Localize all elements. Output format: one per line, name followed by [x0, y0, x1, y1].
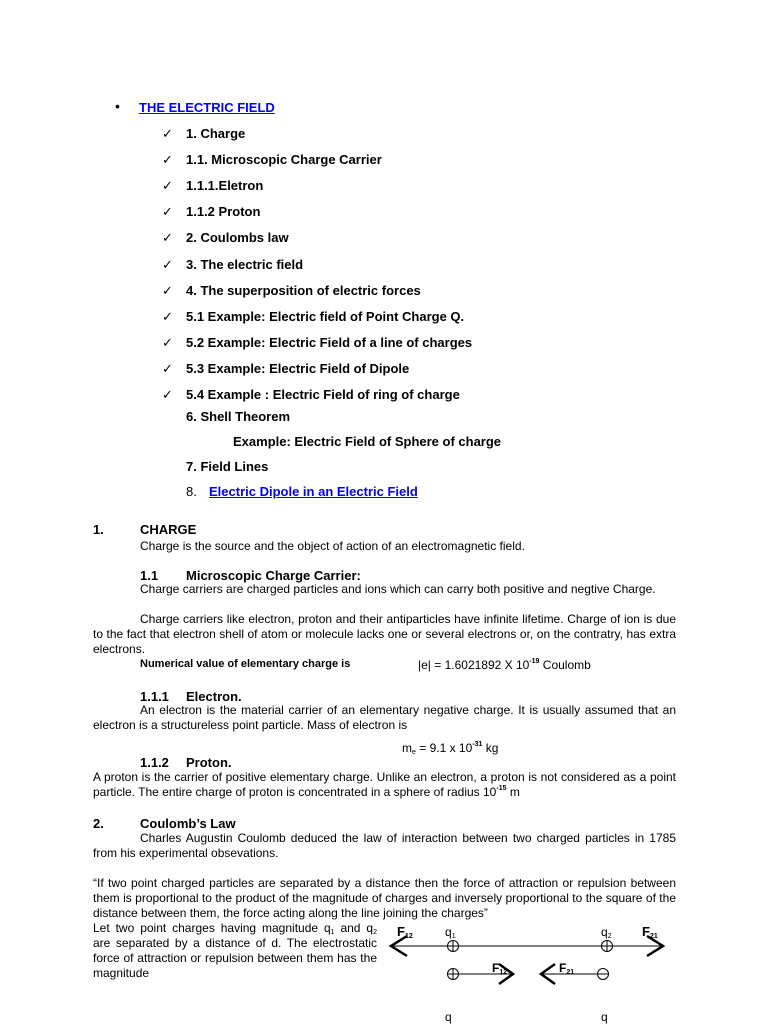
toc-item: 5.4 Example : Electric Field of ring of charge: [186, 387, 460, 402]
electron-mass-formula: $m_e = 9.1$ x $10^{-31}$ kg: [402, 741, 499, 756]
subsection-title-proton: Proton.: [186, 755, 232, 770]
toc-item: 1.1.1.Eletron: [186, 178, 264, 193]
toc-item: 5.3 Example: Electric Field of Dipole: [186, 361, 410, 376]
coulomb-law-quote: “If two point charged particles are separated by a distance then the force of attraction or repulsion between them is proportional to the product of the magnitude of charges and inversely proportional to the square of the distance between them, the force acting along the line joining the charges”: [93, 876, 676, 920]
section-number: 1.: [93, 522, 104, 537]
checkmark-icon: ✓: [162, 335, 173, 350]
label-f12-bottom: $F_{12}$: [492, 961, 508, 976]
section-title-coulomb: Coulomb’s Law: [140, 816, 236, 831]
checkmark-icon: ✓: [162, 152, 173, 167]
toc-item8-link[interactable]: Electric Dipole in an Electric Field: [209, 484, 418, 499]
checkmark-icon: ✓: [162, 230, 173, 245]
subsection-number: 1.1.1: [140, 689, 169, 704]
label-q-bottom-right: q: [601, 1010, 608, 1024]
paragraph-coulomb-history: Charles Augustin Coulomb deduced the law of interaction between two charged particles in 1785 from his experimental obsevations.: [93, 831, 676, 860]
paragraph-charge-carriers: Charge carriers are charged particles and ions which can carry both positive and negtive Charge.: [140, 582, 656, 596]
section-title-charge: CHARGE: [140, 522, 197, 537]
subsection-title-microscopic: Microscopic Charge Carrier:: [186, 568, 361, 583]
coulomb-force-diagram: [385, 924, 685, 1024]
numerical-value-label: Numerical value of elementary charge is: [140, 658, 351, 670]
checkmark-icon: ✓: [162, 387, 173, 402]
paragraph-two-charges: Let two point charges having magnitude $q_1$ and $q_2$ are separated by a distance of d. The electrostatic force of attraction or repulsion between them has the magnitude: [93, 921, 377, 980]
paragraph-electron: An electron is the material carrier of an elementary negative charge. It is usually assumed that an electron is a structureless point particle. Mass of electron is: [93, 703, 676, 732]
checkmark-icon: ✓: [162, 126, 173, 141]
subsection-number: 1.1.2: [140, 755, 169, 770]
toc-item: 5.1 Example: Electric field of Point Charge Q.: [186, 309, 465, 324]
toc-item: 2. Coulombs law: [186, 230, 289, 245]
checkmark-icon: ✓: [162, 257, 173, 272]
toc-item: 4. The superposition of electric forces: [186, 283, 421, 298]
toc-item: 1. Charge: [186, 126, 246, 141]
bullet-icon: •: [115, 98, 120, 114]
checkmark-icon: ✓: [162, 361, 173, 376]
elementary-charge-value: |e| = 1.6021892 X $10^{-19}$ Coulomb: [418, 658, 591, 672]
section-number: 2.: [93, 816, 104, 831]
toc-item8-number: 8.: [186, 484, 197, 499]
checkmark-icon: ✓: [162, 204, 173, 219]
label-q2: $q_2$: [601, 925, 612, 940]
checkmark-icon: ✓: [162, 309, 173, 324]
paragraph-proton: A proton is the carrier of positive elementary charge. Unlike an electron, a proton is not considered as a point particle. The entire charge of proton is concentrated in a sphere of radius $10^{-15}$ m: [93, 770, 676, 799]
toc-sphere-example: Example: Electric Field of Sphere of charge: [233, 434, 502, 449]
label-f21-bottom: $F_{21}$: [559, 961, 575, 976]
charge-definition: Charge is the source and the object of action of an electromagnetic field.: [140, 539, 525, 553]
subsection-title-electron: Electron.: [186, 689, 242, 704]
subsection-number: 1.1: [140, 568, 159, 583]
label-f21: $F_{21}$: [642, 924, 658, 940]
label-f12: $F_{12}$: [397, 924, 413, 940]
toc-item: 1.1. Microscopic Charge Carrier: [186, 152, 382, 167]
label-q1: $q_1$: [445, 925, 456, 940]
paragraph-antiparticles: Charge carriers like electron, proton and their antiparticles have infinite lifetime. Charge of ion is due to the fact that electron shell of atom or molecule lacks one or several electrons or, on the contratry, has extra electrons.: [93, 612, 676, 656]
toc-field-lines: 7. Field Lines: [186, 459, 269, 474]
toc-item: 3. The electric field: [186, 257, 304, 272]
toc-item: 5.2 Example: Electric Field of a line of charges: [186, 335, 473, 350]
toc-heading-link[interactable]: THE ELECTRIC FIELD: [139, 100, 275, 115]
toc-item: 1.1.2 Proton: [186, 204, 261, 219]
checkmark-icon: ✓: [162, 178, 173, 193]
toc-shell-theorem: 6. Shell Theorem: [186, 409, 291, 424]
checkmark-icon: ✓: [162, 283, 173, 298]
label-q-bottom-left: q: [445, 1010, 452, 1024]
